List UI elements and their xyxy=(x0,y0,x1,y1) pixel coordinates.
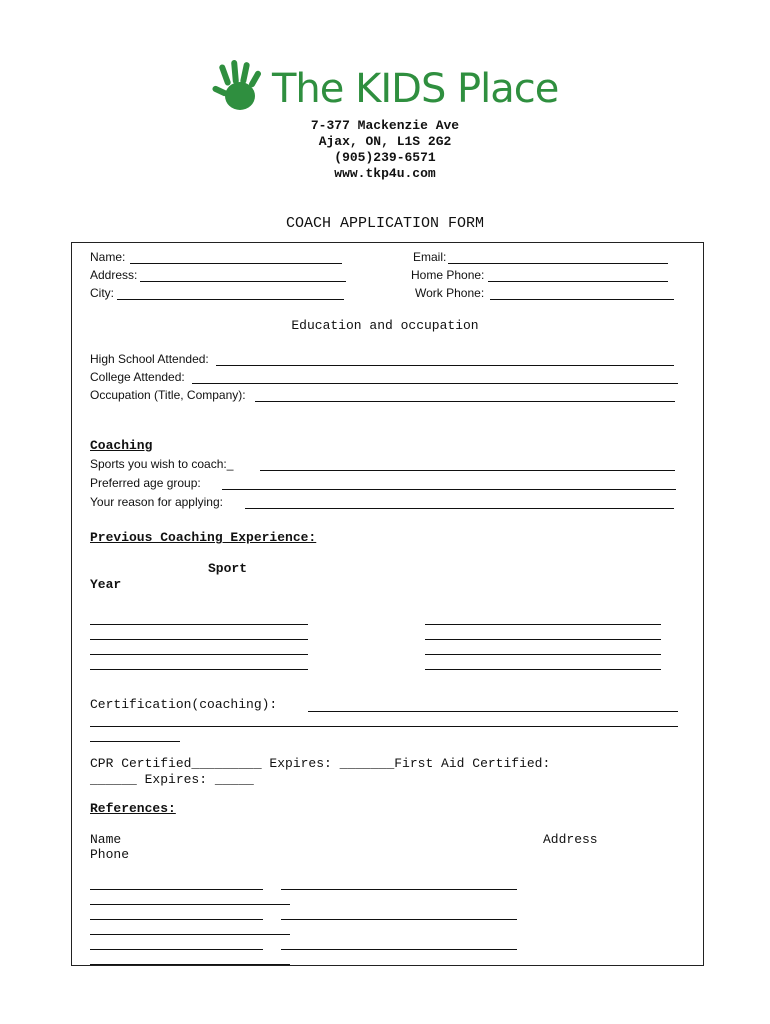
occupation-field[interactable] xyxy=(255,401,675,402)
occupation-label: Occupation (Title, Company): xyxy=(90,388,246,402)
reference-phone-2[interactable] xyxy=(90,934,290,935)
name-field[interactable] xyxy=(130,263,342,264)
logo xyxy=(208,58,568,120)
year-column-header: Year xyxy=(90,577,122,592)
reference-phone-header: Phone xyxy=(90,847,130,862)
coaching-heading: Coaching xyxy=(90,438,153,453)
education-heading: Education and occupation xyxy=(291,318,479,333)
certification-field[interactable] xyxy=(308,711,678,712)
address-field[interactable] xyxy=(140,281,346,282)
sport-field-3[interactable] xyxy=(425,654,661,655)
cpr-certified-line: CPR Certified_________ Expires: _______First Aid Certified: xyxy=(90,756,551,771)
sport-column-header: Sport xyxy=(208,561,248,576)
phone-number: (905)239-6571 xyxy=(334,150,436,165)
certification-label: Certification(coaching): xyxy=(90,697,278,712)
work-phone-field[interactable] xyxy=(490,299,674,300)
college-field[interactable] xyxy=(192,383,678,384)
reason-label: Your reason for applying: xyxy=(90,495,223,509)
year-field-3[interactable] xyxy=(90,654,308,655)
email-label: Email: xyxy=(413,250,447,264)
reference-address-3[interactable] xyxy=(281,949,517,950)
reference-address-2[interactable] xyxy=(281,919,517,920)
sport-field-2[interactable] xyxy=(425,639,661,640)
reason-field[interactable] xyxy=(245,508,674,509)
reference-name-3[interactable] xyxy=(90,949,263,950)
city-field[interactable] xyxy=(117,299,344,300)
home-phone-field[interactable] xyxy=(488,281,668,282)
first-aid-expires-line: ______ Expires: _____ xyxy=(90,772,254,787)
work-phone-label: Work Phone: xyxy=(415,286,485,300)
high-school-label: High School Attended: xyxy=(90,352,209,366)
reference-name-1[interactable] xyxy=(90,889,263,890)
name-label: Name: xyxy=(90,250,126,264)
address-line-2: Ajax, ON, L1S 2G2 xyxy=(318,134,452,149)
year-field-1[interactable] xyxy=(90,624,308,625)
high-school-field[interactable] xyxy=(216,365,674,366)
address-label: Address: xyxy=(90,268,138,282)
reference-phone-1[interactable] xyxy=(90,904,290,905)
sport-field-1[interactable] xyxy=(425,624,661,625)
references-heading: References: xyxy=(90,801,176,816)
sports-label: Sports you wish to coach:_ xyxy=(90,457,234,471)
reference-phone-3[interactable] xyxy=(90,964,290,965)
address-line-1: 7-377 Mackenzie Ave xyxy=(310,118,460,133)
city-label: City: xyxy=(90,286,114,300)
sports-field[interactable] xyxy=(260,470,675,471)
reference-address-header: Address xyxy=(543,832,598,847)
experience-heading: Previous Coaching Experience: xyxy=(90,530,317,545)
handprint-icon xyxy=(208,58,270,120)
age-group-field[interactable] xyxy=(222,489,676,490)
college-label: College Attended: xyxy=(90,370,185,384)
home-phone-label: Home Phone: xyxy=(411,268,485,282)
reference-name-2[interactable] xyxy=(90,919,263,920)
email-field[interactable] xyxy=(448,263,668,264)
website: www.tkp4u.com xyxy=(334,166,436,181)
age-group-label: Preferred age group: xyxy=(90,476,201,490)
sport-field-4[interactable] xyxy=(425,669,661,670)
year-field-4[interactable] xyxy=(90,669,308,670)
year-field-2[interactable] xyxy=(90,639,308,640)
reference-name-header: Name xyxy=(90,832,122,847)
brand-name: The KIDS Place xyxy=(272,66,559,112)
certification-field-3[interactable] xyxy=(90,741,180,742)
form-container xyxy=(71,242,704,966)
reference-address-1[interactable] xyxy=(281,889,517,890)
certification-field-2[interactable] xyxy=(90,726,678,727)
form-title: COACH APPLICATION FORM xyxy=(285,215,485,232)
